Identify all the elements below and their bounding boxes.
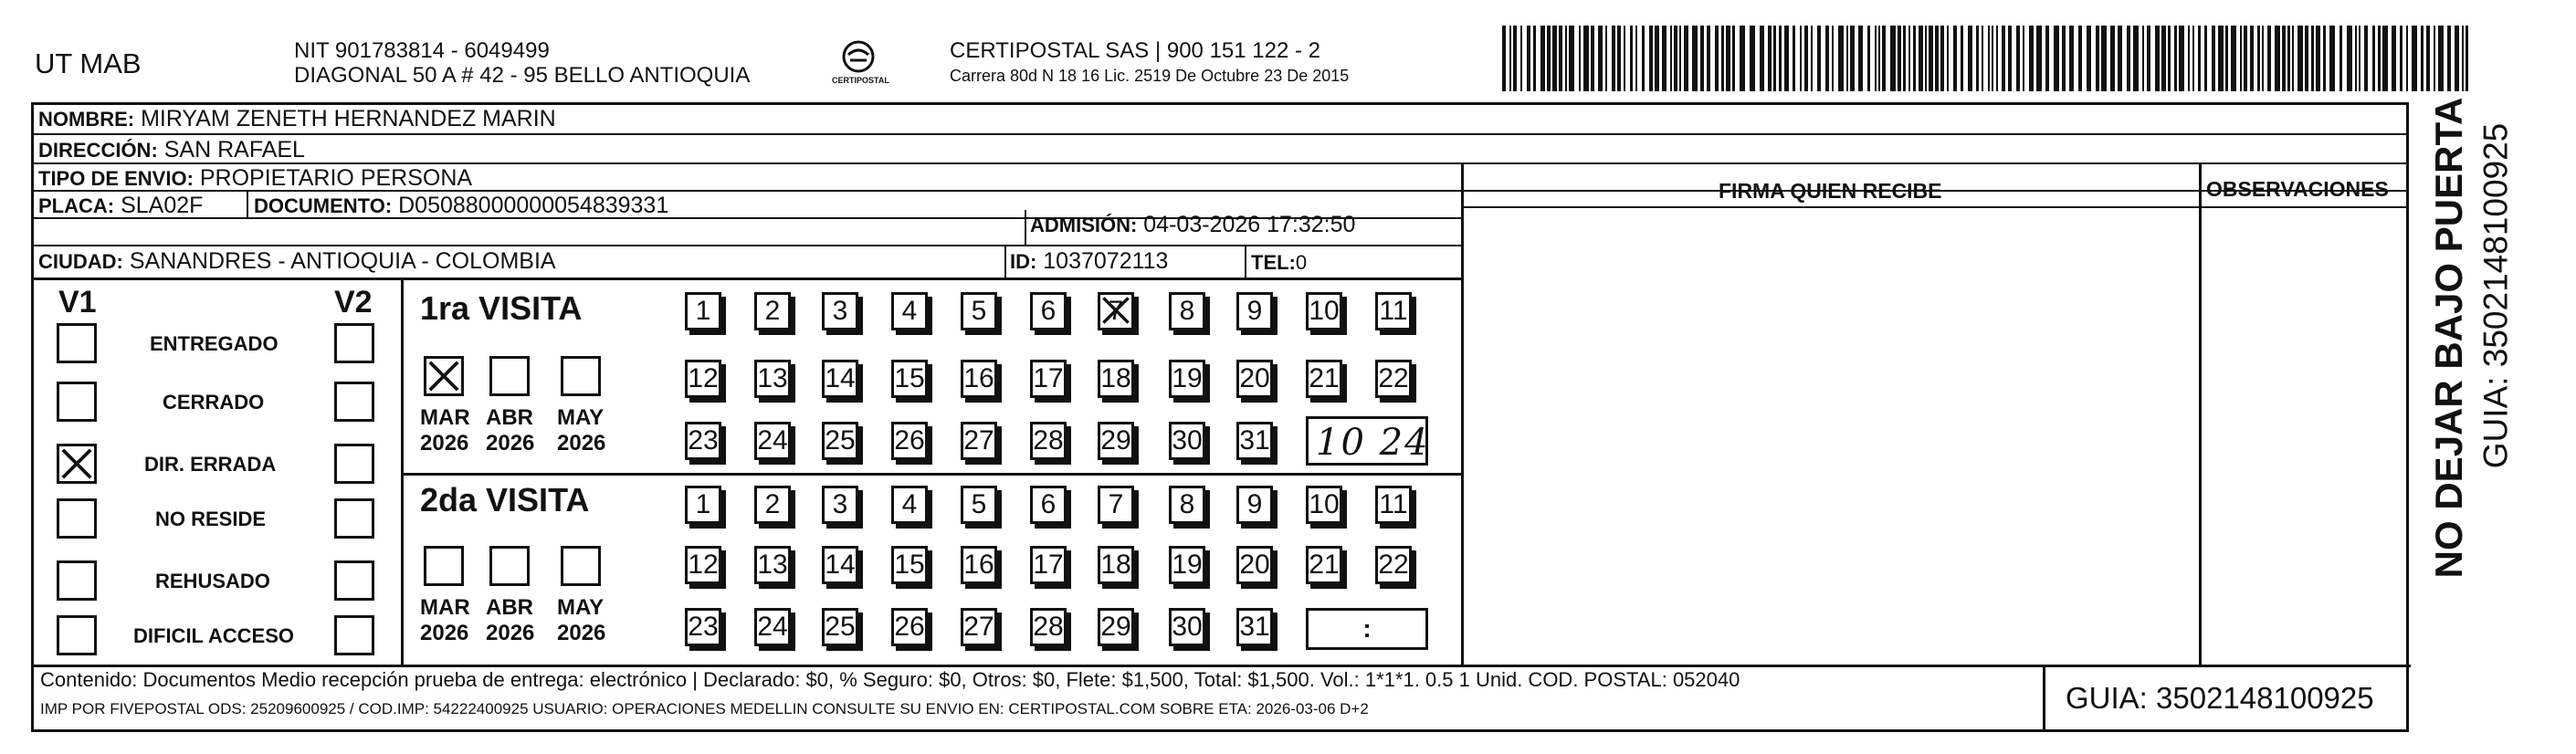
day-box[interactable] (891, 486, 928, 524)
id-value: 1037072113 (1043, 248, 1169, 274)
day-number: 7 (1108, 296, 1124, 326)
day-box[interactable] (1098, 360, 1134, 398)
day-box[interactable] (822, 360, 858, 398)
day-box[interactable] (1375, 546, 1412, 584)
status-label: DIFICIL ACCESO (133, 624, 295, 647)
v1-checkbox[interactable] (57, 498, 97, 539)
month-checkbox[interactable] (424, 546, 464, 586)
status-label: REHUSADO (155, 570, 270, 592)
day-number: 5 (971, 296, 987, 326)
day-number: 3 (832, 489, 848, 519)
status-label: CERRADO (163, 391, 265, 414)
v1-checkbox[interactable] (57, 382, 97, 422)
direccion-value: SAN RAFAEL (163, 137, 305, 162)
day-number: 25 (825, 425, 856, 456)
footer-contenido: Contenido: Documentos Medio recepción prueba de entrega: electrónico | Declarado: $0, % Seguro: $0, Otros: $0, Flete: $1,500, Total: $1,500. Vol.: 1*1*1. 0.5 1 Unid. COD. POSTAL: 052040 (40, 668, 1740, 691)
day-number: 21 (1309, 363, 1340, 393)
v2-checkbox[interactable] (334, 615, 374, 655)
day-box[interactable] (1375, 292, 1412, 330)
tel-row (1251, 253, 1307, 273)
day-number: 17 (1033, 363, 1064, 393)
day-box[interactable] (685, 360, 721, 398)
nombre-row (38, 108, 556, 131)
day-box[interactable] (685, 546, 721, 584)
day-box[interactable] (961, 422, 997, 460)
day-box[interactable] (1169, 422, 1205, 460)
day-box[interactable] (1236, 360, 1273, 398)
day-number: 22 (1378, 550, 1409, 580)
day-number: 18 (1100, 550, 1131, 580)
day-box[interactable] (822, 422, 858, 460)
day-box[interactable] (1169, 360, 1205, 398)
year-label: 2026 (486, 431, 535, 456)
day-number: 8 (1179, 296, 1195, 326)
day-number: 9 (1246, 489, 1263, 519)
v2-checkbox[interactable] (334, 444, 374, 484)
day-number: 10 (1309, 489, 1340, 519)
day-number: 13 (757, 550, 788, 580)
day-box[interactable] (1098, 546, 1134, 584)
visit2-title: 2da VISITA (420, 481, 590, 518)
day-number: 2 (764, 489, 781, 519)
day-box[interactable] (822, 292, 858, 330)
day-number: 28 (1033, 612, 1064, 642)
firma-header: FIRMA QUIEN RECIBE (1719, 179, 1942, 203)
tel-label: TEL: (1251, 251, 1296, 274)
day-box[interactable] (685, 292, 721, 330)
company-address: DIAGONAL 50 A # 42 - 95 BELLO ANTIOQUIA (294, 63, 751, 88)
day-number: 17 (1033, 550, 1064, 580)
day-number: 27 (963, 425, 994, 456)
day-box[interactable] (891, 546, 928, 584)
admision-label: ADMISIÓN: (1030, 214, 1138, 236)
day-box[interactable] (961, 292, 997, 330)
day-box[interactable] (822, 546, 858, 584)
day-box[interactable] (1236, 546, 1273, 584)
day-number: 19 (1172, 550, 1203, 580)
day-box[interactable] (961, 608, 997, 646)
day-check-mark (1100, 295, 1131, 328)
day-number: 8 (1179, 489, 1195, 519)
day-box[interactable] (1030, 360, 1067, 398)
day-number: 25 (825, 612, 856, 642)
day-box[interactable] (1236, 292, 1273, 330)
day-number: 23 (688, 612, 719, 642)
visit1-time-handwritten: 10 24 (1316, 422, 1430, 464)
year-label: 2026 (557, 431, 606, 456)
day-box[interactable] (685, 486, 721, 524)
tel-value: 0 (1295, 251, 1308, 274)
day-box[interactable] (685, 422, 721, 460)
month-label: ABR (486, 595, 533, 620)
status-label: ENTREGADO (150, 332, 279, 355)
day-number: 15 (894, 550, 925, 580)
day-number: 2 (764, 296, 781, 326)
day-number: 5 (971, 489, 987, 519)
day-number: 30 (1172, 612, 1203, 642)
ciudad-label: CIUDAD: (38, 250, 123, 273)
month-label: MAR (420, 595, 470, 620)
day-box[interactable] (1169, 608, 1205, 646)
day-box[interactable] (754, 486, 791, 524)
nombre-value: MIRYAM ZENETH HERNANDEZ MARIN (141, 106, 556, 131)
day-number: 22 (1378, 363, 1409, 393)
day-box[interactable] (754, 546, 791, 584)
day-box[interactable] (1236, 422, 1273, 460)
day-box[interactable] (1030, 546, 1067, 584)
day-number: 11 (1379, 296, 1408, 326)
day-number: 14 (825, 363, 856, 393)
v1-checkbox[interactable] (57, 444, 97, 484)
day-number: 1 (695, 296, 711, 326)
day-number: 23 (688, 425, 719, 456)
certipostal-logo: CERTIPOSTAL (826, 37, 890, 93)
month-label: MAR (420, 405, 470, 430)
day-number: 16 (963, 363, 994, 393)
day-number: 24 (757, 425, 788, 456)
day-number: 26 (894, 612, 925, 642)
observaciones-header: OBSERVACIONES (2206, 177, 2389, 201)
day-number: 27 (963, 612, 994, 642)
month-checkbox[interactable] (561, 356, 601, 396)
day-box[interactable] (1098, 292, 1134, 330)
nombre-label: NOMBRE: (38, 108, 135, 131)
month-label: MAY (557, 405, 605, 430)
ciudad-value: SANANDRES - ANTIOQUIA - COLOMBIA (129, 248, 556, 274)
day-number: 11 (1379, 489, 1408, 519)
v2-checkbox[interactable] (334, 382, 374, 422)
month-label: ABR (486, 405, 533, 430)
day-number: 26 (894, 425, 925, 456)
admision-row (1030, 214, 1355, 236)
day-number: 9 (1246, 296, 1263, 326)
carrier-name: CERTIPOSTAL SAS | 900 151 122 - 2 (950, 38, 1320, 63)
day-number: 6 (1040, 296, 1057, 326)
day-number: 6 (1040, 489, 1057, 519)
day-box[interactable] (1236, 608, 1273, 646)
day-box[interactable] (961, 486, 997, 524)
v2-checkbox[interactable] (334, 323, 374, 363)
day-box[interactable] (1030, 422, 1067, 460)
day-number: 31 (1239, 425, 1270, 456)
v1-checkbox[interactable] (57, 615, 97, 655)
visit2-time-box[interactable]: : (1306, 608, 1428, 650)
tipo-value: PROPIETARIO PERSONA (199, 165, 473, 191)
status-label: NO RESIDE (155, 508, 267, 530)
placa-label: PLACA: (38, 194, 115, 217)
day-number: 20 (1239, 550, 1270, 580)
day-box[interactable] (1169, 292, 1205, 330)
day-box[interactable] (891, 292, 928, 330)
barcode (1502, 26, 2470, 91)
day-number: 12 (688, 550, 719, 580)
day-number: 21 (1309, 550, 1340, 580)
admision-value: 04-03-2026 17:32:50 (1143, 212, 1356, 237)
visit1-title: 1ra VISITA (420, 289, 583, 327)
side-guia: GUIA: 3502148100925 (2476, 122, 2515, 469)
day-box[interactable] (1306, 360, 1342, 398)
day-number: 15 (894, 363, 925, 393)
day-number: 4 (901, 489, 918, 519)
day-box[interactable] (891, 360, 928, 398)
day-box[interactable] (1098, 422, 1134, 460)
year-label: 2026 (486, 621, 535, 645)
day-box[interactable] (1030, 486, 1067, 524)
day-box[interactable] (754, 360, 791, 398)
documento-row (254, 194, 668, 217)
day-box[interactable] (754, 608, 791, 646)
day-box[interactable] (1098, 486, 1134, 524)
v1-header: V1 (58, 285, 97, 319)
documento-label: DOCUMENTO: (254, 194, 393, 217)
tipo-label: TIPO DE ENVIO: (38, 167, 194, 190)
day-number: 28 (1033, 425, 1064, 456)
month-checkbox[interactable] (424, 356, 464, 396)
id-label: ID: (1010, 250, 1037, 273)
v2-header: V2 (334, 285, 373, 319)
day-box[interactable] (1375, 486, 1412, 524)
year-label: 2026 (420, 431, 469, 456)
direccion-label: DIRECCIÓN: (38, 139, 158, 162)
day-number: 20 (1239, 363, 1270, 393)
tipo-row (38, 167, 472, 190)
year-label: 2026 (557, 621, 606, 645)
v2-checkbox[interactable] (334, 560, 374, 601)
day-box[interactable] (1306, 486, 1342, 524)
day-number: 13 (757, 363, 788, 393)
carrier-address: Carrera 80d N 18 16 Lic. 2519 De Octubre 23 De 2015 (950, 67, 1350, 85)
day-number: 1 (695, 489, 711, 519)
day-box[interactable] (1306, 546, 1342, 584)
day-number: 4 (901, 296, 918, 326)
visit1-time-box[interactable] (1306, 416, 1428, 466)
day-number: 10 (1309, 296, 1340, 326)
month-checkbox[interactable] (561, 546, 601, 586)
day-box[interactable] (891, 608, 928, 646)
day-number: 18 (1100, 363, 1131, 393)
day-box[interactable] (1169, 546, 1205, 584)
day-box[interactable] (1375, 360, 1412, 398)
v1-checkbox[interactable] (57, 560, 97, 601)
day-number: 29 (1100, 425, 1131, 456)
day-number: 12 (688, 363, 719, 393)
day-box[interactable] (754, 292, 791, 330)
placa-value: SLA02F (121, 193, 204, 218)
id-row (1010, 250, 1168, 273)
day-number: 24 (757, 612, 788, 642)
month-checkbox[interactable] (489, 546, 530, 586)
v1-checkbox[interactable] (57, 323, 97, 363)
direccion-row (38, 139, 305, 162)
placa-row (38, 194, 203, 217)
status-label: DIR. ERRADA (144, 453, 277, 476)
day-box[interactable] (1306, 292, 1342, 330)
month-checkbox[interactable] (489, 356, 530, 396)
company-name: UT MAB (35, 47, 142, 79)
day-number: 19 (1172, 363, 1203, 393)
day-box[interactable] (1169, 486, 1205, 524)
day-box[interactable] (1236, 486, 1273, 524)
v2-checkbox[interactable] (334, 498, 374, 539)
company-nit: NIT 901783814 - 6049499 (294, 38, 550, 63)
documento-value: D05088000000054839331 (398, 193, 669, 218)
day-number: 14 (825, 550, 856, 580)
day-box[interactable] (1098, 608, 1134, 646)
footer-imp: IMP POR FIVEPOSTAL ODS: 25209600925 / COD.IMP: 54222400925 USUARIO: OPERACIONES MEDELLIN CONSULTE SU ENVIO EN: CERTIPOSTAL.COM SOBRE ETA: 2026-03-06 D+2 (40, 700, 1369, 717)
day-number: 7 (1108, 489, 1124, 519)
footer-guia: GUIA: 3502148100925 (2066, 681, 2374, 715)
day-box[interactable] (1030, 608, 1067, 646)
day-number: 29 (1100, 612, 1131, 642)
day-number: 31 (1239, 612, 1270, 642)
day-number: 30 (1172, 425, 1203, 456)
day-box[interactable] (822, 486, 858, 524)
day-box[interactable] (961, 546, 997, 584)
side-warning: NO DEJAR BAJO PUERTA (2427, 97, 2470, 579)
month-label: MAY (557, 595, 605, 620)
day-box[interactable] (822, 608, 858, 646)
day-box[interactable] (891, 422, 928, 460)
year-label: 2026 (420, 621, 469, 645)
day-box[interactable] (961, 360, 997, 398)
day-box[interactable] (685, 608, 721, 646)
day-box[interactable] (1030, 292, 1067, 330)
day-box[interactable] (754, 422, 791, 460)
ciudad-row (38, 250, 556, 273)
day-number: 16 (963, 550, 994, 580)
day-number: 3 (832, 296, 848, 326)
